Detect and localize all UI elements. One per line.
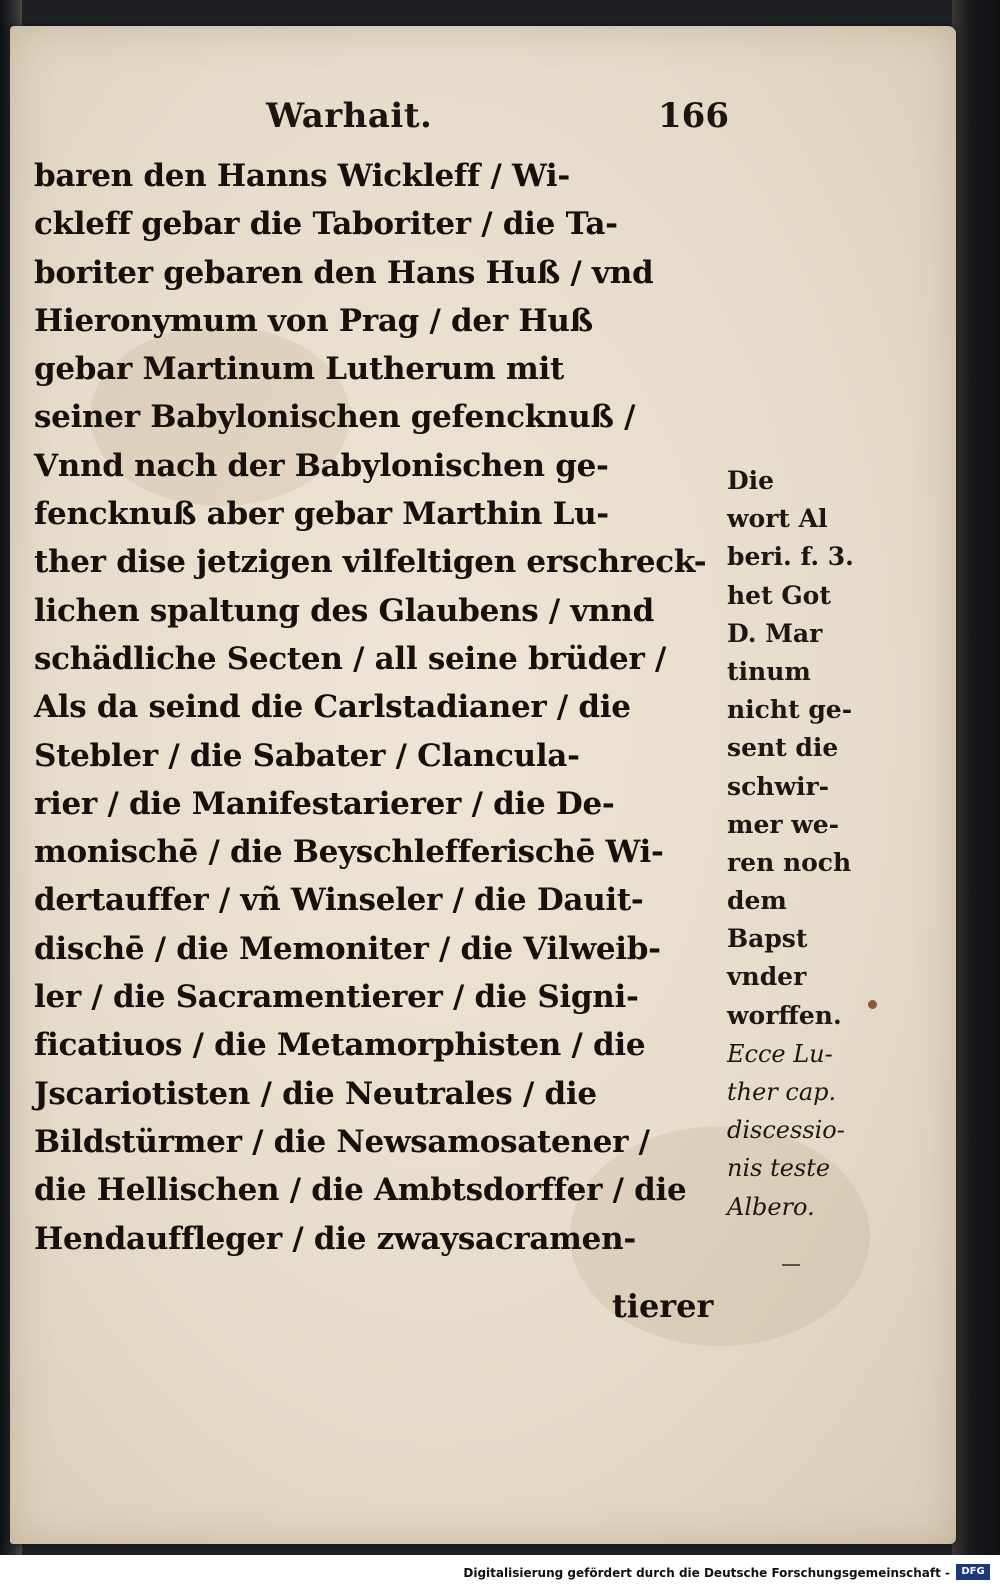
page-number: 166 — [658, 96, 729, 136]
margin-line: D. Mar — [727, 618, 823, 648]
margin-line: Die — [727, 466, 775, 495]
margin-line: tinum — [727, 656, 811, 686]
text-line: die Hellischen / die Ambtsdorffer / die — [34, 1172, 687, 1209]
margin-line: discessio- — [727, 1116, 845, 1145]
margin-line: het Got — [727, 580, 831, 610]
text-line: Jscariotisten / die Neutrales / die — [34, 1075, 597, 1112]
text-line: Hieronymum von Prag / der Huß — [34, 302, 593, 339]
text-line: rier / die Manifestarierer / die De- — [34, 785, 615, 822]
text-line: dischē / die Memoniter / die Vilweib- — [34, 930, 661, 967]
margin-line: Bapst — [727, 924, 808, 954]
margin-line: ren noch — [727, 847, 852, 877]
text-line: seiner Babylonischen gefencknuß / — [34, 399, 636, 436]
margin-dash — [782, 1264, 800, 1266]
text-line: dertauffer / vñ Winseler / die Dauit- — [34, 882, 644, 919]
text-line: gebar Martinum Lutherum mit — [34, 351, 564, 388]
margin-line: worffen. — [727, 1000, 842, 1030]
margin-line: Ecce Lu- — [727, 1039, 833, 1068]
margin-line: mer we- — [727, 809, 840, 839]
marginal-note — [727, 462, 877, 1226]
margin-line: vnder — [727, 962, 807, 992]
margin-line: schwir- — [727, 771, 830, 801]
text-line: ficatiuos / die Metamorphisten / die — [34, 1027, 646, 1064]
text-line: baren den Hanns Wickleff / Wi- — [34, 158, 570, 194]
margin-line: sent die — [727, 733, 839, 763]
margin-line: nicht ge- — [727, 695, 853, 725]
text-line: Stebler / die Sabater / Clancula- — [34, 737, 580, 774]
dfg-logo-icon: DFG — [956, 1564, 990, 1580]
margin-line: beri. f. 3. — [727, 542, 854, 572]
text-line: ler / die Sacramentierer / die Signi- — [34, 979, 639, 1016]
text-line: lichen spaltung des Glaubens / vnnd — [34, 592, 654, 629]
text-line: boriter gebaren den Hans Huß / vnd — [34, 254, 654, 291]
text-line: ther dise jetzigen vilfeltigen erschreck- — [34, 544, 707, 581]
running-head: Warhait. — [266, 96, 433, 136]
catchword: tierer — [612, 1287, 714, 1325]
text-line: Bildstürmer / die Newsamosatener / — [34, 1123, 650, 1160]
text-line: schädliche Secten / all seine brüder / — [34, 640, 667, 677]
text-line: ckleff gebar die Taboriter / die Ta- — [34, 206, 618, 243]
text-line: monischē / die Beyschlefferischē Wi- — [34, 834, 664, 871]
text-line: Vnnd nach der Babylonischen ge- — [34, 447, 609, 484]
book-edge-right — [952, 0, 1000, 1555]
text-line: fencknuß aber gebar Marthin Lu- — [34, 496, 609, 533]
margin-line: dem — [727, 886, 787, 916]
margin-line: Albero. — [727, 1192, 815, 1221]
ink-spot — [868, 1000, 877, 1009]
margin-line: nis teste — [727, 1154, 831, 1183]
funding-credit: Digitalisierung gefördert durch die Deutsche Forschungsgemeinschaft - — [463, 1566, 950, 1580]
margin-line: ther cap. — [727, 1078, 837, 1106]
text-line: Hendauffleger / die zwaysacramen- — [34, 1220, 636, 1257]
main-text-block — [34, 152, 724, 1263]
margin-line: wort Al — [727, 504, 828, 534]
text-line: Als da seind die Carlstadianer / die — [34, 689, 631, 726]
